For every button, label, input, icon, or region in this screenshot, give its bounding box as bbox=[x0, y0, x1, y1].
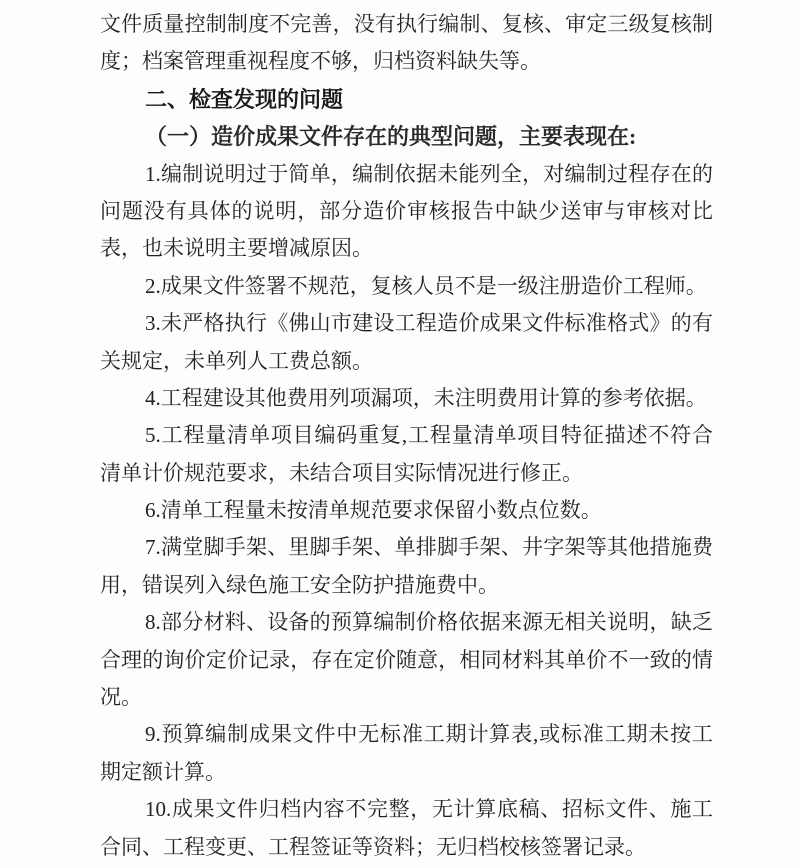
text-line: 8.部分材料、设备的预算编制价格依据来源无相关说明，缺乏 bbox=[145, 610, 713, 635]
text-line: 期定额计算。 bbox=[100, 759, 226, 784]
document-body bbox=[100, 6, 713, 866]
text-line: 4.工程建设其他费用列项漏项，未注明费用计算的参考依据。 bbox=[145, 385, 707, 410]
subsection-heading bbox=[100, 118, 713, 155]
item-6 bbox=[100, 492, 713, 529]
item-4 bbox=[100, 380, 713, 417]
text-line: 7.满堂脚手架、里脚手架、单排脚手架、井字架等其他措施费 bbox=[145, 535, 713, 560]
item-9 bbox=[100, 716, 713, 791]
text-line: 6.清单工程量未按清单规范要求保留小数点位数。 bbox=[145, 498, 602, 523]
item-1 bbox=[100, 156, 713, 268]
text-line: 况。 bbox=[100, 685, 142, 710]
item-2 bbox=[100, 268, 713, 305]
section-heading bbox=[100, 81, 713, 118]
text-line: 表，也未说明主要增减原因。 bbox=[100, 236, 373, 261]
text-line: 合理的询价定价记录，存在定价随意，相同材料其单价不一致的情 bbox=[100, 647, 713, 672]
text-line: 清单计价规范要求，未结合项目实际情况进行修正。 bbox=[100, 460, 583, 485]
item-8 bbox=[100, 604, 713, 716]
text-line: 合同、工程变更、工程签证等资料；无归档校核签署记录。 bbox=[100, 834, 646, 859]
item-5 bbox=[100, 417, 713, 492]
text-line: 关规定，未单列人工费总额。 bbox=[100, 348, 373, 373]
text-line: 10.成果文件归档内容不完整，无计算底稿、招标文件、施工 bbox=[145, 797, 713, 822]
text-line: 3.未严格执行《佛山市建设工程造价成果文件标准格式》的有 bbox=[145, 311, 713, 336]
text-line: 用，错误列入绿色施工安全防护措施费中。 bbox=[100, 572, 499, 597]
text-line: 1.编制说明过于简单，编制依据未能列全，对编制过程存在的 bbox=[145, 161, 713, 186]
text-line: 9.预算编制成果文件中无标准工期计算表,或标准工期未按工 bbox=[145, 722, 713, 747]
subsection-heading-text: （一）造价成果文件存在的典型问题，主要表现在: bbox=[145, 124, 637, 150]
item-7 bbox=[100, 529, 713, 604]
text-line: 问题没有具体的说明，部分造价审核报告中缺少送审与审核对比 bbox=[100, 198, 713, 223]
item-10 bbox=[100, 791, 713, 866]
text-line: 度；档案管理重视程度不够，归档资料缺失等。 bbox=[100, 49, 541, 74]
text-line: 文件质量控制制度不完善，没有执行编制、复核、审定三级复核制 bbox=[100, 12, 713, 36]
section-heading-text: 二、检查发现的问题 bbox=[145, 86, 344, 112]
item-3 bbox=[100, 305, 713, 380]
intro-paragraph bbox=[100, 6, 713, 81]
text-line: 5.工程量清单项目编码重复,工程量清单项目特征描述不符合 bbox=[145, 423, 713, 448]
text-line: 2.成果文件签署不规范，复核人员不是一级注册造价工程师。 bbox=[145, 273, 707, 298]
